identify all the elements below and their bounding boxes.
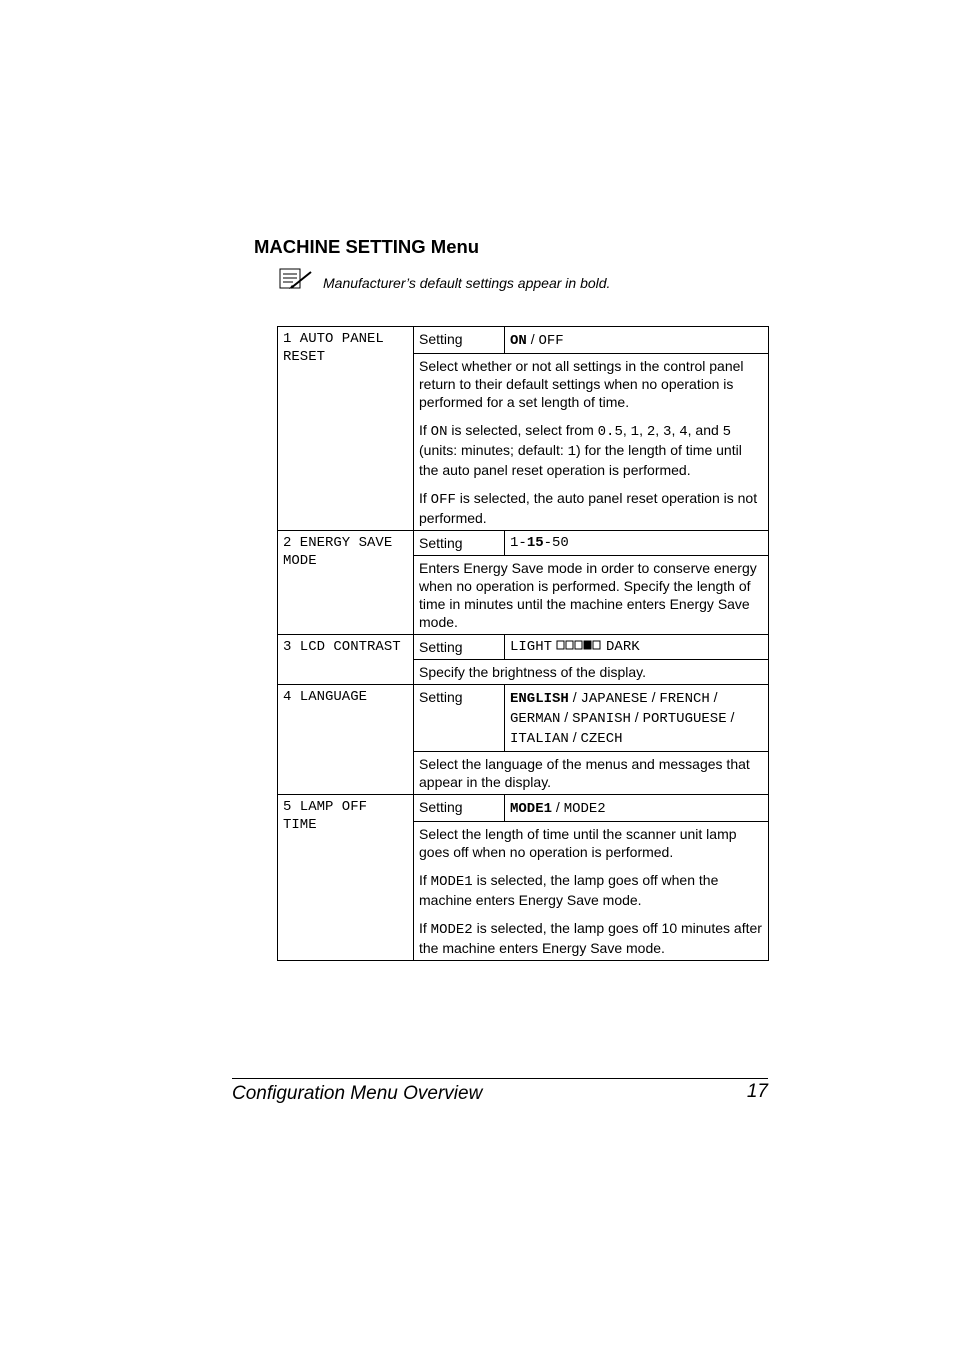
setting-label: Setting: [414, 685, 505, 752]
contrast-level-icon: [556, 640, 602, 650]
note-text: Manufacturer’s default settings appear in bold.: [323, 275, 611, 291]
menu-item-name: 2 ENERGY SAVE MODE: [278, 531, 414, 635]
contrast-step: [557, 641, 564, 649]
item-description: Select whether or not all settings in the control panel return to their default settings when no operation is performed for a set length of time. If ON is selected, select from 0.5, 1, 2, 3, 4, and 5 (units: minutes; default: 1) for the length of time until the auto panel reset operation is performed. If OFF is selected, the auto panel reset operation is not performed.: [414, 354, 769, 531]
menu-item-name: 1 AUTO PANEL RESET: [278, 327, 414, 531]
setting-value: 1-15-50: [505, 531, 769, 556]
item-description: Enters Energy Save mode in order to conserve energy when no operation is performed. Specify the length of time in minutes until the machine enters Energy Save mode.: [414, 556, 769, 635]
table-row: [278, 531, 769, 556]
menu-item-name: 4 LANGUAGE: [278, 685, 414, 795]
setting-value: MODE1 / MODE2: [505, 795, 769, 822]
footer-section-title: Configuration Menu Overview: [232, 1083, 483, 1104]
machine-setting-table: [277, 326, 769, 961]
setting-label: Setting: [414, 531, 505, 556]
contrast-step: [575, 641, 582, 649]
page-heading: MACHINE SETTING Menu: [254, 236, 480, 257]
table-row: [278, 685, 769, 752]
contrast-step: [593, 641, 600, 649]
menu-item-name: 3 LCD CONTRAST: [278, 635, 414, 685]
item-description: Specify the brightness of the display.: [414, 660, 769, 685]
contrast-step: [566, 641, 573, 649]
item-description: Select the length of time until the scanner unit lamp goes off when no operation is performed. If MODE1 is selected, the lamp goes off when the machine enters Energy Save mode. If MODE2 is selected, the lamp goes off 10 minutes after the machine enters Energy Save mode.: [414, 822, 769, 961]
table-row: [278, 635, 769, 660]
footer-divider: [232, 1078, 768, 1079]
setting-value: ENGLISH / JAPANESE / FRENCH / GERMAN / SPANISH / PORTUGUESE / ITALIAN / CZECH: [505, 685, 769, 752]
setting-value: LIGHT DARK: [505, 635, 769, 660]
menu-item-name: 5 LAMP OFF TIME: [278, 795, 414, 961]
setting-value: ON / OFF: [505, 327, 769, 354]
table-row: [278, 327, 769, 354]
item-description: Select the language of the menus and messages that appear in the display.: [414, 752, 769, 795]
setting-label: Setting: [414, 635, 505, 660]
contrast-step: [584, 641, 591, 649]
setting-label: Setting: [414, 327, 505, 354]
page-number: 17: [746, 1081, 768, 1102]
setting-label: Setting: [414, 795, 505, 822]
table-row: [278, 795, 769, 822]
note-pencil-icon: [279, 268, 313, 290]
